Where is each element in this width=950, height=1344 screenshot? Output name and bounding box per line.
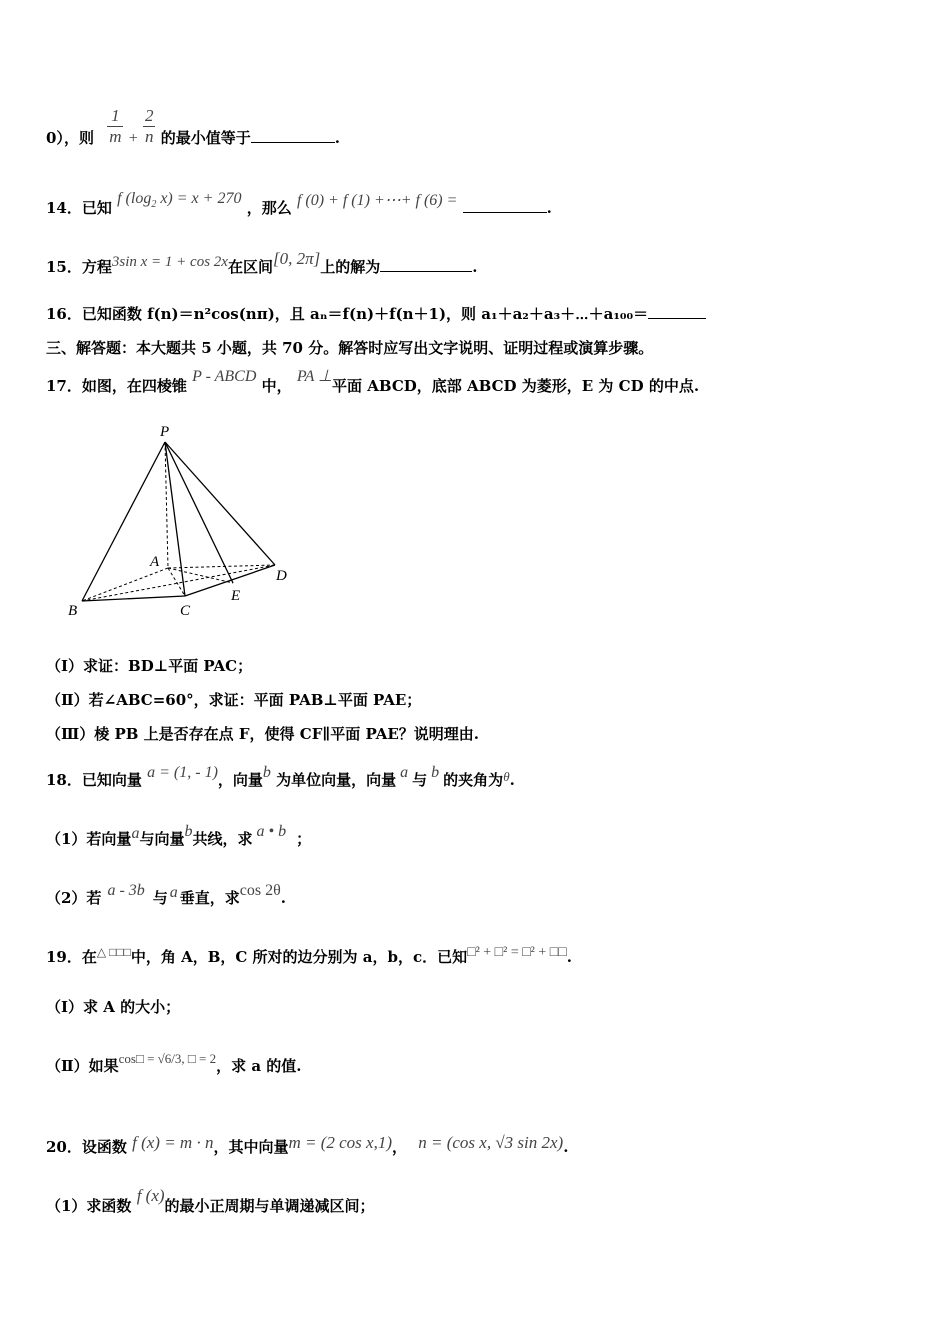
- q18-p1-expr: a • b: [256, 823, 287, 840]
- edge-AB: [82, 568, 168, 601]
- q19-part2-label: （Ⅱ）如果: [46, 1057, 119, 1075]
- q13-plus: +: [128, 130, 138, 147]
- q16-line: [46, 304, 706, 324]
- q13-text2: 的最小值等于: [160, 129, 251, 147]
- q18-line: [46, 764, 515, 791]
- q17-part3: [46, 724, 479, 744]
- q17-label: 17．如图，在四棱锥: [46, 377, 187, 395]
- label-E: E: [231, 588, 241, 604]
- q18-label: 18．已知向量: [46, 771, 142, 789]
- q19-expr: □² + □² = □² + □□: [467, 945, 567, 960]
- q17-text2: 平面 ABCD，底部 ABCD 为菱形，E 为 CD 的中点.: [332, 377, 700, 395]
- q18-text3: 与: [412, 771, 428, 789]
- q18-p2-a: a: [169, 884, 178, 901]
- q13-answer-blank: [251, 128, 335, 143]
- q20-part1-text: 的最小正周期与单调递减区间；: [164, 1197, 375, 1215]
- edge-PE: [165, 442, 233, 583]
- q15-end: .: [472, 258, 478, 276]
- edge-AD: [168, 565, 275, 568]
- q13-fraction-2: [143, 106, 156, 147]
- q20-text1: ，其中向量: [213, 1138, 289, 1156]
- q17-expr2: PA ⊥: [296, 368, 333, 385]
- q20-part1-label: （1）求函数: [46, 1197, 132, 1215]
- q20-comma: ，: [392, 1138, 408, 1156]
- label-B: B: [68, 603, 78, 619]
- section3-text: 三、解答题：本大题共 5 小题，共 70 分。解答时应写出文字说明、证明过程或演算步骤。: [46, 339, 654, 357]
- q14-expr1-sub: 2: [151, 199, 157, 211]
- q18-a: a: [400, 764, 409, 781]
- q17-part1-text: （Ⅰ）求证：BD⊥平面 PAC；: [46, 657, 253, 675]
- q18-text4: 的夹角为: [443, 771, 504, 789]
- edge-CD: [185, 565, 275, 596]
- edge-AE: [168, 568, 233, 583]
- q20-expr1: f (x) = m · n: [132, 1133, 214, 1152]
- q17-text1: 中，: [261, 377, 292, 395]
- q15-expr1: 3sin x = 1 + cos 2x: [111, 254, 228, 270]
- q15-expr2: [0, 2π]: [272, 249, 321, 268]
- q15-answer-blank: [380, 257, 472, 272]
- q20-expr3: n = (cos x, √3 sin 2x): [418, 1133, 564, 1152]
- q17-part1: [46, 656, 252, 676]
- q17-expr1: P - ABCD: [192, 368, 257, 385]
- q20-label: 20．设函数: [46, 1138, 127, 1156]
- q18-text1: ，向量: [217, 771, 263, 789]
- q17-line: [46, 368, 700, 397]
- q20-line: [46, 1133, 569, 1157]
- diagonal-BD: [82, 565, 275, 601]
- q14-expr1-rest: x) = x + 270: [156, 190, 242, 207]
- q18-b2: b: [431, 764, 440, 781]
- q13-end: .: [334, 129, 340, 147]
- q13-num2: 2: [144, 105, 154, 125]
- q19-end: .: [566, 948, 572, 966]
- q17-part2: [46, 690, 421, 710]
- pyramid-figure: [60, 418, 300, 623]
- q19-part1: [46, 997, 180, 1017]
- q19-part1-text: （Ⅰ）求 A 的大小；: [46, 998, 181, 1016]
- q14-line: [46, 190, 552, 225]
- q17-part2-text: （Ⅱ）若∠ABC=60°，求证：平面 PAB⊥平面 PAE；: [46, 691, 422, 709]
- q18-p1-text2: 共线，求: [192, 830, 253, 848]
- q18-p1-a: a: [131, 825, 140, 842]
- q14-answer-blank: [463, 198, 547, 213]
- q18-text2: 为单位向量，向量: [276, 771, 397, 789]
- edge-BC: [82, 596, 185, 601]
- edge-PD: [165, 442, 275, 565]
- label-A: A: [150, 554, 160, 570]
- label-C: C: [180, 603, 191, 619]
- q19-part2-expr: cos□ = √6/3, □ = 2: [118, 1051, 217, 1066]
- q14-expr1: [117, 190, 242, 211]
- q18-end: .: [509, 771, 515, 789]
- q14-expr1-main: f (log: [117, 190, 152, 207]
- q16-text: 16．已知函数 f(n)＝n²cos(nπ)，且 aₙ＝f(n)＋f(n＋1)，则 a₁＋a₂＋a₃＋⋯＋a₁₀₀＝: [46, 305, 649, 323]
- q18-p1-end: ；: [296, 830, 312, 848]
- q13-fraction-1: [107, 106, 123, 147]
- q19-part2: [46, 1051, 302, 1077]
- q14-text1: ，那么: [246, 199, 292, 217]
- q16-answer-blank: [648, 304, 706, 319]
- q18-p2-expr1: a - 3b: [107, 882, 145, 899]
- q15-text2: 上的解为: [320, 258, 381, 276]
- edge-PB: [82, 442, 165, 601]
- q19-line: [46, 947, 572, 969]
- q13-den2: n: [144, 126, 154, 146]
- q20-part1-expr: f (x): [136, 1186, 165, 1205]
- q13-text1: ，则: [63, 129, 94, 147]
- q15-line: [46, 249, 478, 278]
- q13-num1: 1: [107, 106, 123, 127]
- q18-p2-text1: 与: [152, 889, 168, 907]
- q18-b: b: [262, 764, 271, 781]
- q15-text1: 在区间: [227, 258, 273, 276]
- q18-p1-label: （1）若向量: [46, 830, 132, 848]
- q19-part2-text: ，求 a 的值.: [216, 1057, 302, 1075]
- q18-p2-expr2: cos 2θ: [239, 882, 281, 899]
- q14-end: .: [546, 199, 552, 217]
- edge-PC: [165, 442, 185, 596]
- q20-part1: [46, 1186, 375, 1216]
- q19-triangle: △ □□□: [96, 945, 131, 959]
- q18-p2-label: （2）若: [46, 889, 102, 907]
- q15-label: 15．方程: [46, 258, 112, 276]
- label-P: P: [160, 424, 170, 440]
- q20-end: .: [563, 1138, 569, 1156]
- q13-line: [46, 105, 340, 149]
- q19-label: 19．在: [46, 948, 97, 966]
- q18-part2: [46, 882, 287, 909]
- q18-p1-text1: 与向量: [139, 830, 185, 848]
- q18-p1-b: b: [184, 823, 193, 840]
- q14-label: 14．已知: [46, 199, 112, 217]
- q13-den1: m: [109, 126, 122, 146]
- q18-expr-a: a = (1, - 1): [147, 764, 218, 781]
- q18-theta: θ: [503, 769, 510, 784]
- q20-expr2: m = (2 cos x,1): [288, 1133, 392, 1152]
- q18-p2-text2: 垂直，求: [179, 889, 240, 907]
- section3-heading: [46, 338, 653, 358]
- q14-expr2: f (0) + f (1) +⋯+ f (6) =: [296, 192, 458, 209]
- q18-part1: [46, 823, 312, 850]
- label-D: D: [276, 568, 287, 584]
- q18-p2-end: .: [280, 889, 287, 907]
- q17-part3-text: （Ⅲ）棱 PB 上是否存在点 F，使得 CF∥平面 PAE？说明理由.: [46, 725, 479, 743]
- q19-text1: 中，角 A，B，C 所对的边分别为 a，b，c．已知: [130, 948, 468, 966]
- q13-prefix: 0）: [46, 129, 64, 147]
